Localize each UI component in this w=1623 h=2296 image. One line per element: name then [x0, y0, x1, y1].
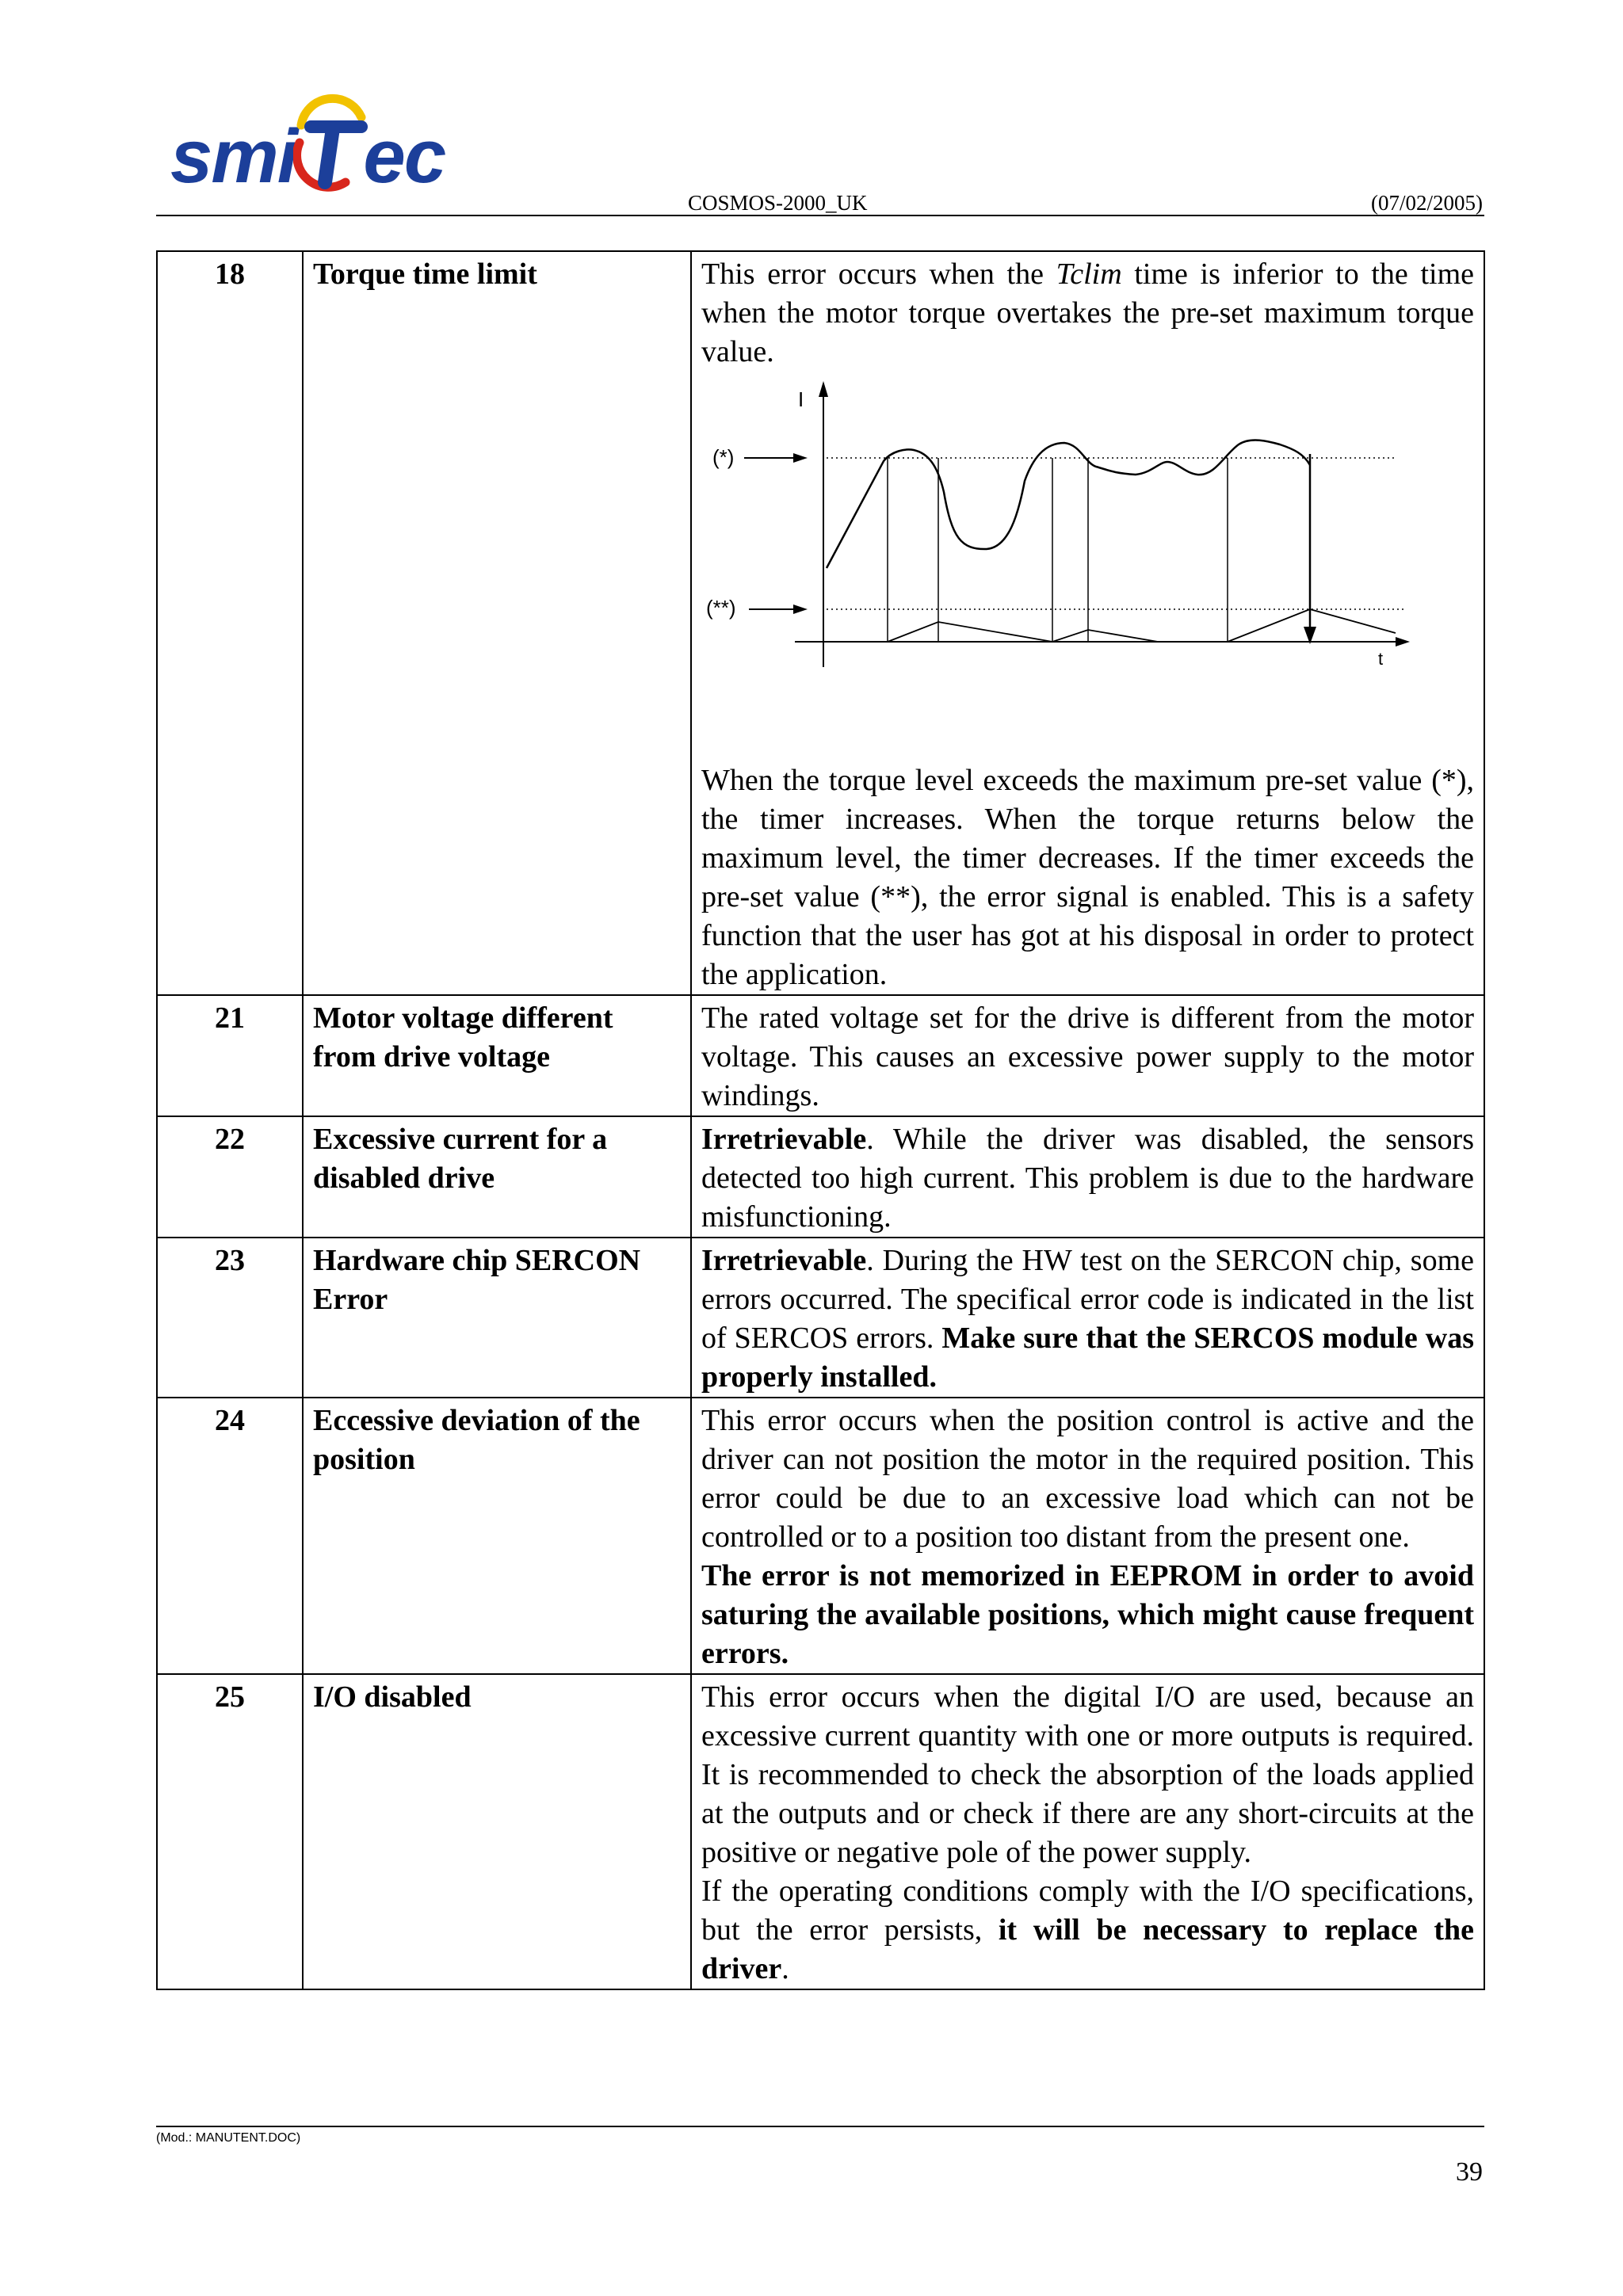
- description-bold: Irretrievable: [701, 1123, 867, 1156]
- error-name: Hardware chip SERCON Error: [303, 1238, 691, 1398]
- error-name: Eccessive deviation of the position: [303, 1398, 691, 1674]
- description-bold-paragraph: The error is not memorized in EEPROM in order to avoid saturing the available positions, which might cause frequent errors.: [701, 1559, 1474, 1670]
- description-paragraph: [701, 255, 1474, 372]
- error-description: [691, 1116, 1484, 1238]
- timer-curve: [888, 609, 1396, 642]
- description-paragraph: This error occurs when the position control is active and the driver can not position the motor in the required position. This error could be due to an excessive load which can not be controlled or to a position too distant from the present one.: [701, 1404, 1474, 1554]
- description-bold: Irretrievable: [701, 1244, 867, 1277]
- description-text: time is inferior to the time when the motor torque overtakes the pre-set maximum torque value.: [701, 257, 1475, 368]
- table-row: [157, 1674, 1484, 1989]
- max-torque-arrow-icon: [793, 453, 808, 463]
- document-title: COSMOS-2000_UK: [688, 191, 868, 215]
- y-axis-label: I: [798, 387, 804, 411]
- max-torque-label: (*): [712, 445, 735, 469]
- description-text: This error occurs when the: [701, 257, 1056, 291]
- torque-timer-graph: [692, 372, 1484, 761]
- error-name: Motor voltage different from drive voltage: [303, 995, 691, 1116]
- error-description: [691, 1398, 1484, 1674]
- description-text: .: [781, 1952, 789, 1985]
- error-description: [691, 251, 1484, 995]
- description-italic: Tclim: [1056, 257, 1122, 291]
- error-code: 25: [157, 1674, 303, 1989]
- description-text: . During the HW test on the SERCON chip, some errors occurred. The specifical error code is indicated in the list of SERCOS errors.: [701, 1244, 1474, 1355]
- description-bold: it will be necessary to replace the driver: [701, 1913, 1474, 1985]
- document-date: (07/02/2005): [1371, 191, 1483, 215]
- footer-module-ref: (Mod.: MANUTENT.DOC): [156, 2131, 301, 2145]
- company-logo: [170, 111, 503, 198]
- description-paragraph: This error occurs when the digital I/O are used, because an excessive current quantity with one or more outputs is required. It is recommended to check the absorption of the loads applied at the outputs and or check if there are any short-circuits at the positive or negative pole of the power supply.: [701, 1680, 1474, 1869]
- logo-text-end: ec: [363, 114, 445, 199]
- x-axis-arrow-icon: [1396, 637, 1410, 646]
- page-number: 39: [1456, 2157, 1483, 2187]
- error-description: [691, 1238, 1484, 1398]
- error-name: Excessive current for a disabled drive: [303, 1116, 691, 1238]
- error-code: 21: [157, 995, 303, 1116]
- footer-divider: [156, 2126, 1484, 2127]
- header-divider: [156, 215, 1484, 216]
- description-bold: Make sure that the SERCOS module was properly installed.: [701, 1322, 1474, 1394]
- error-description: [691, 1674, 1484, 1989]
- error-code: 18: [157, 251, 303, 995]
- table-row: [157, 251, 1484, 995]
- table-row: [157, 1238, 1484, 1398]
- y-axis-arrow-icon: [819, 381, 828, 397]
- error-description: The rated voltage set for the drive is different from the motor voltage. This causes an excessive power supply to the motor windings.: [691, 995, 1484, 1116]
- table-row: [157, 1116, 1484, 1238]
- error-code: 22: [157, 1116, 303, 1238]
- error-name: I/O disabled: [303, 1674, 691, 1989]
- error-code: 23: [157, 1238, 303, 1398]
- timer-label: (**): [706, 596, 736, 620]
- description-paragraph: [701, 1872, 1474, 1989]
- logo-text-start: smi: [170, 114, 297, 199]
- description-paragraph: When the torque level exceeds the maximum pre-set value (*), the timer increases. When the torque returns below the maximum level, the timer decreases. If the timer exceeds the pre-set value (**), the error signal is enabled. This is a safety function that the user has got at his disposal in order to protect the application.: [701, 764, 1474, 991]
- torque-curve: [827, 441, 1310, 568]
- logo-t-emblem-icon: [298, 111, 361, 187]
- error-code: 24: [157, 1398, 303, 1674]
- description-text: . While the driver was disabled, the sensors detected too high current. This problem is due to the hardware misfunctioning.: [701, 1123, 1474, 1234]
- table-row: [157, 995, 1484, 1116]
- error-codes-table: [156, 250, 1485, 1990]
- x-axis-label: t: [1378, 649, 1384, 669]
- error-name: Torque time limit: [303, 251, 691, 995]
- description-text: If the operating conditions comply with the I/O specifications, but the error persists,: [701, 1875, 1474, 1947]
- timer-arrow-icon: [793, 605, 808, 614]
- table-row: [157, 1398, 1484, 1674]
